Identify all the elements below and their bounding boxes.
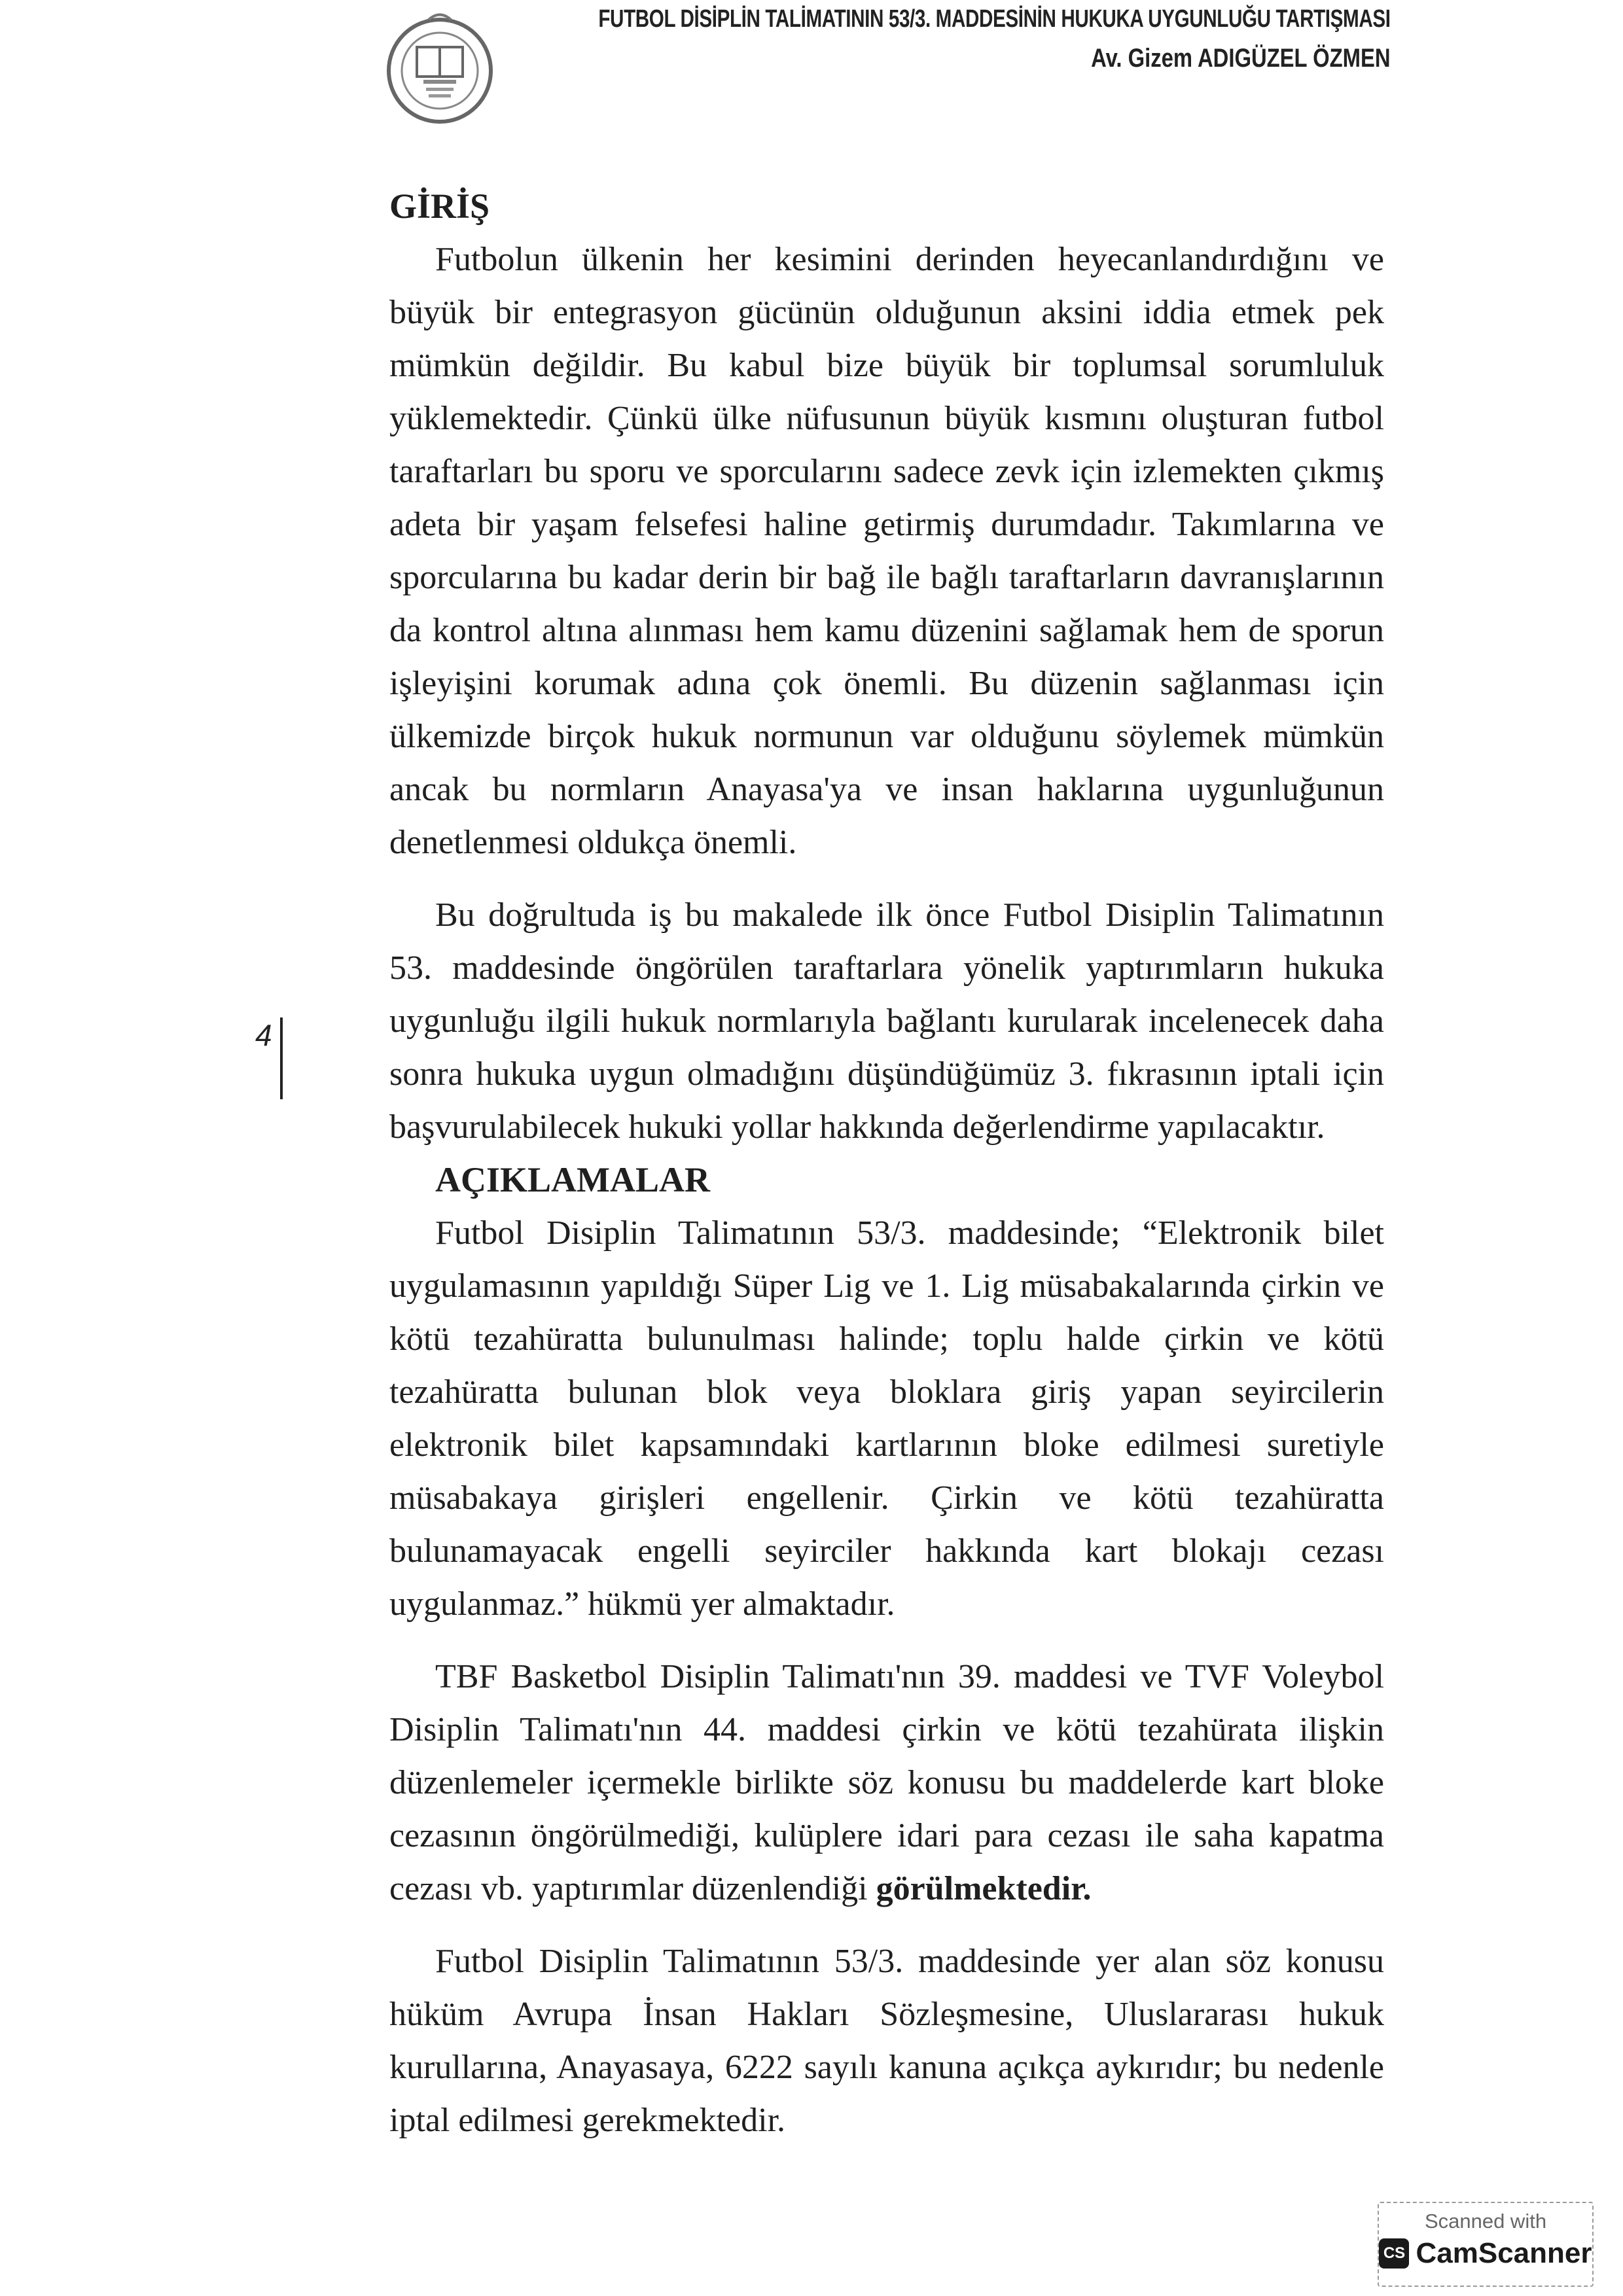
body-text — [389, 180, 1384, 2147]
scanner-watermark — [1378, 2202, 1594, 2287]
running-header — [375, 0, 1391, 73]
scanner-caption: Scanned with — [1424, 2210, 1547, 2233]
explanations-paragraph-2-bold: görülmektedir. — [876, 1870, 1092, 1907]
scanner-brand — [1379, 2237, 1592, 2270]
section-heading-explanations: AÇIKLAMALAR — [435, 1160, 711, 1199]
explanations-paragraph-2-text: TBF Basketbol Disiplin Talimatı'nın 39. maddesi ve TVF Voleybol Disiplin Talimatı'nın 44. maddesi çirkin ve kötü tezahürata ilişkin düzenlemeler içermekle birlikte söz konusu bu maddelerde kart bloke cezasının öngörülmediği, kulüplere idari para cezası ile saha kapatma cezası vb. yaptırımlar düzenlendiği — [389, 1658, 1384, 1907]
page-number: 4 — [255, 1018, 272, 1052]
intro-paragraph-1: Futbolun ülkenin her kesimini derinden heyecanlandırdığını ve büyük bir entegrasyon gücünün olduğunun aksini iddia etmek pek mümkün değildir. Bu kabul bize büyük bir toplumsal sorumluluk yüklemektedir. Çünkü ülke nüfusunun büyük kısmını oluşturan futbol taraftarları bu sporu ve sporcularını sadece zevk için izlemekten çıkmış adeta bir yaşam felsefesi haline getirmiş durumdadır. Takımlarına ve sporcularına bu kadar derin bir bağ ile bağlı taraftarların davranışlarının da kontrol altına alınması hem kamu düzenini sağlamak hem de sporun işleyişini korumak adına çok önemli. Bu düzenin sağlanması için ülkemizde birçok hukuk normunun var olduğunu söylemek mümkün ancak bu normların Anayasa'ya ve insan haklarına uygunluğunun denetlenmesi oldukça önemli. — [389, 241, 1384, 861]
explanations-paragraph-3: Futbol Disiplin Talimatının 53/3. maddesinde yer alan söz konusu hüküm Avrupa İnsan Hakları Sözleşmesine, Uluslararası hukuk kurullarına, Anayasaya, 6222 sayılı kanuna açıkça aykırıdır; bu nedenle iptal edilmesi gerekmektedir. — [389, 1943, 1384, 2139]
camscanner-logo-icon: CS — [1379, 2238, 1409, 2269]
page-number-rule — [280, 1017, 283, 1099]
explanations-paragraph-1: Futbol Disiplin Talimatının 53/3. maddesinde; “Elektronik bilet uygulamasının yapıldığı Süper Lig ve 1. Lig müsabakalarında çirkin ve kötü tezahüratta bulunulması halinde; toplu halde çirkin ve kötü tezahüratta bulunan blok veya bloklara giriş yapan seyircilerin elektronik bilet kapsamındaki kartlarının bloke edilmesi suretiyle müsabakaya girişleri engellenir. Çirkin ve kötü tezahüratta bulunamayacak engelli seyirciler hakkında kart blokajı cezası uygulanmaz.” hükmü yer almaktadır. — [389, 1214, 1384, 1623]
scanner-brand-name: CamScanner — [1416, 2237, 1592, 2269]
running-title: FUTBOL DİSİPLİN TALİMATININ 53/3. MADDESİNİN HUKUKA UYGUNLUĞU TARTIŞMASI — [598, 5, 1391, 33]
section-heading-intro: GİRİŞ — [389, 186, 490, 226]
author-name: Av. Gizem ADIGÜZEL ÖZMEN — [1091, 44, 1391, 73]
explanations-paragraph-2 — [389, 1650, 1384, 1915]
intro-paragraph-2: Bu doğrultuda iş bu makalede ilk önce Futbol Disiplin Talimatının 53. maddesinde öngörülen taraftarlara yönelik yaptırımların hukuka uygunluğu ilgili hukuk normlarıyla bağlantı kurularak incelenecek daha sonra hukuka uygun olmadığını düşündüğümüz 3. fıkrasının iptali için başvurulabilecek hukuki yollar hakkında değerlendirme yapılacaktır. — [389, 896, 1384, 1146]
